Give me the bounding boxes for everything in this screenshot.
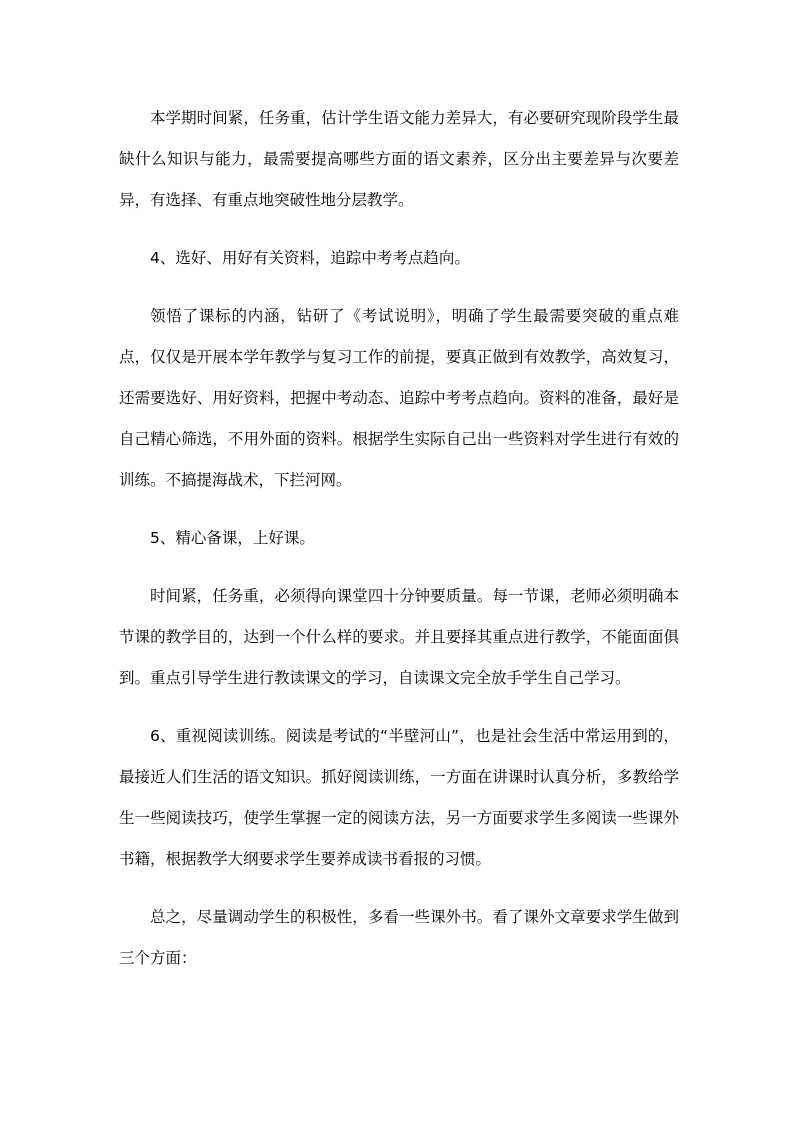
section-heading: 4、选好、用好有关资料，追踪中考考点趋向。 xyxy=(150,249,470,267)
paragraph: 总之，尽量调动学生的积极性，多看一些课外书。看了课外文章要求学生做到三个方面： xyxy=(119,908,679,967)
paragraph: 6、重视阅读训练。阅读是考试的“半壁河山”，也是社会生活中常运用到的，最接近人们生活的语文知识。抓好阅读训练，一方面在讲课时认真分析，多教给学生一些阅读技巧，使学生掌握一定的阅读方法，另一方面要求学生多阅读一些课外书籍，根据教学大纲要求学生要养成读书看报的习惯。 xyxy=(119,727,679,868)
paragraph: 领悟了课标的内涵，钻研了《考试说明》，明确了学生最需要突破的重点难点，仅仅是开展本学年教学与复习工作的前提，要真正做到有效教学，高效复习，还需要选好、用好资料，把握中考动态、追踪中考考点趋向。资料的准备，最好是自己精心筛选，不用外面的资料。根据学生实际自己出一些资料对学生进行有效的训练。不搞提海战术，下拦河网。 xyxy=(119,307,679,489)
paragraph: 本学期时间紧，任务重，估计学生语文能力差异大，有必要研究现阶段学生最缺什么知识与能力，最需要提高哪些方面的语文素养，区分出主要差异与次要差异，有选择、有重点地突破性地分层教学。 xyxy=(119,109,679,209)
document-body xyxy=(119,98,679,996)
paragraph: 时间紧，任务重，必须得向课堂四十分钟要质量。每一节课，老师必须明确本节课的教学目的，达到一个什么样的要求。并且要择其重点进行教学，不能面面俱到。重点引导学生进行教读课文的学习，自读课文完全放手学生自己学习。 xyxy=(119,587,679,687)
section-heading: 5、精心备课，上好课。 xyxy=(150,529,315,547)
